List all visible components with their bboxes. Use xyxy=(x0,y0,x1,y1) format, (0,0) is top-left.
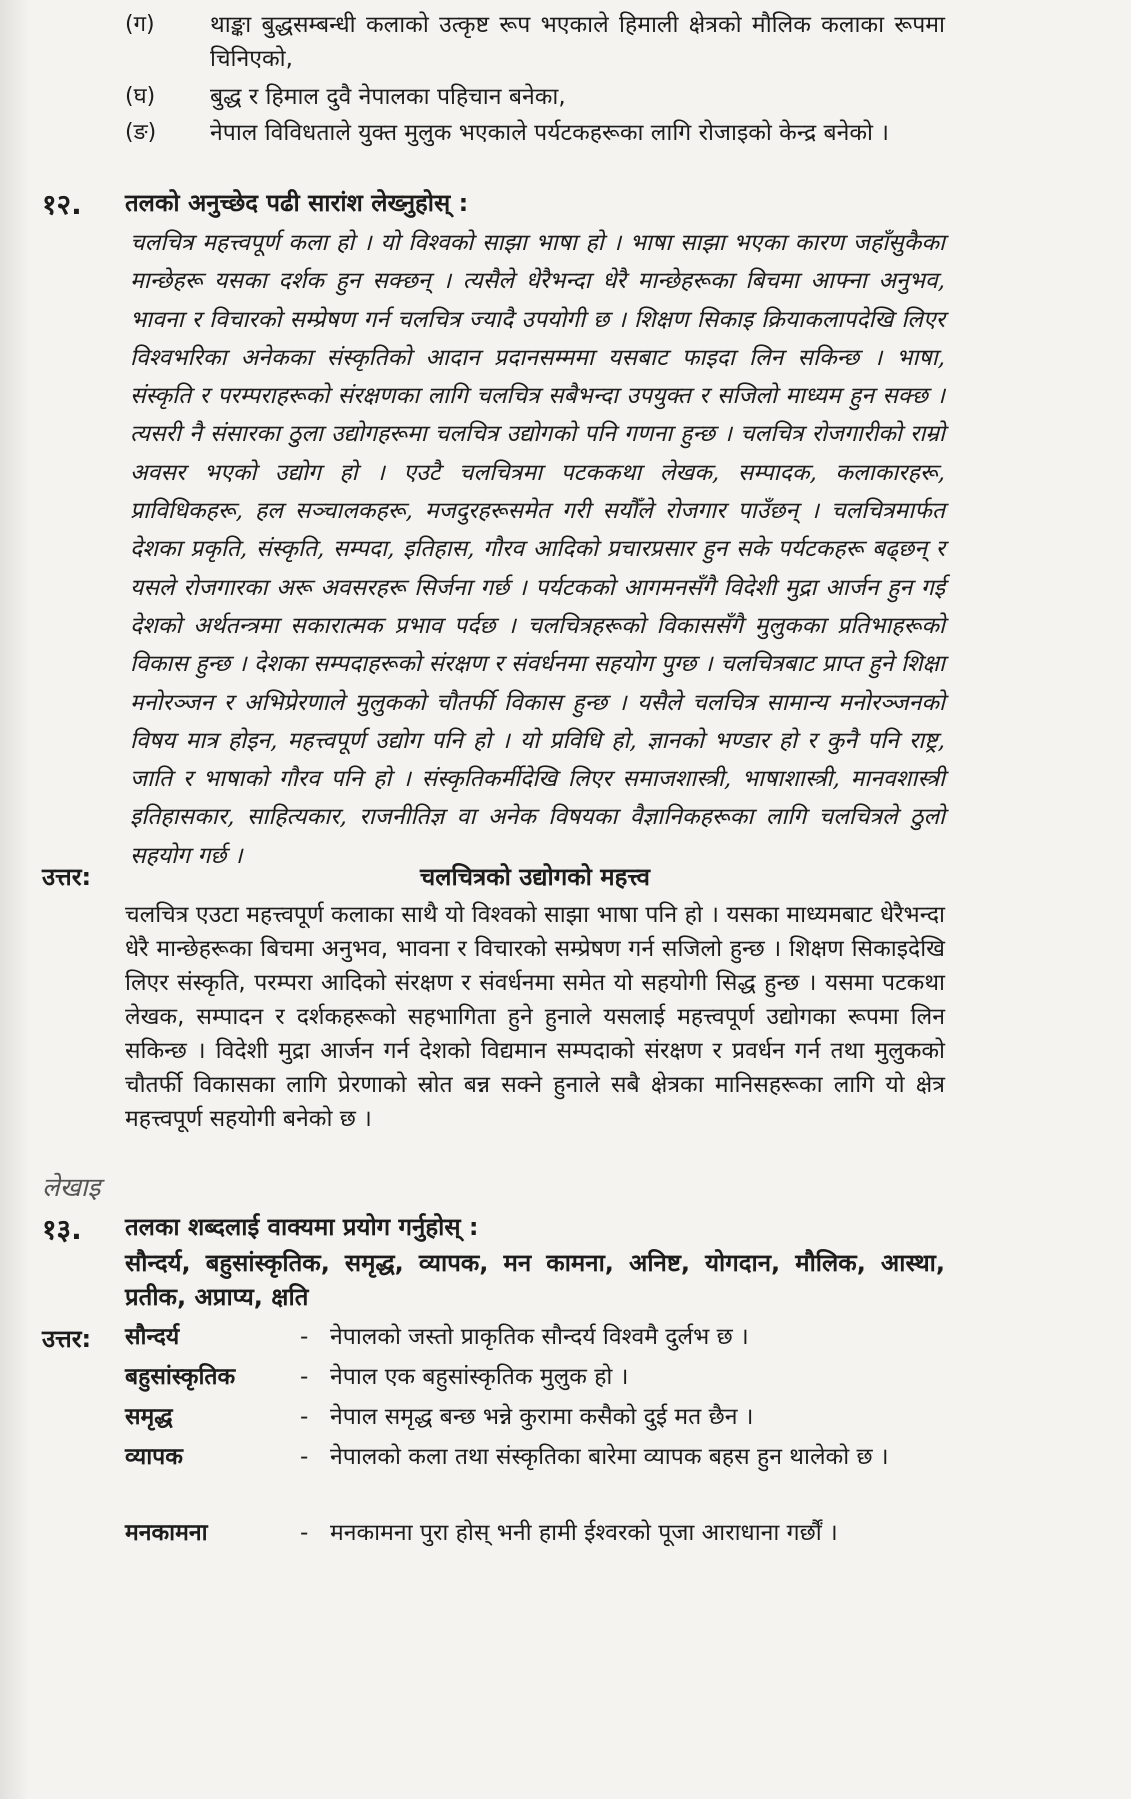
question-12-passage: चलचित्र महत्त्वपूर्ण कला हो । यो विश्वको साझा भाषा हो । भाषा साझा भएका कारण जहाँसुकैका मान्छेहरू यसका दर्शक हुन सक्छन् । त्यसैले धेरैभन्दा धेरै मान्छेहरूका बिचमा आफ्ना अनुभव, भावना र विचारको सम्प्रेषण गर्न चलचित्र ज्यादै उपयोगी छ । शिक्षण सिकाइ क्रियाकलापदेखि लिएर विश्वभरिका अनेकका संस्कृतिको आदान प्रदानसम्ममा यसबाट फाइदा लिन सकिन्छ । भाषा, संस्कृति र परम्पराहरूको संरक्षणका लागि चलचित्र सबैभन्दा उपयुक्त र सजिलो माध्यम हुन सक्छ । त्यसरी नै संसारका ठुला उद्योगहरूमा चलचित्र उद्योगको पनि गणना हुन्छ । चलचित्र रोजगारीको राम्रो अवसर भएको उद्योग हो । एउटै चलचित्रमा पटककथा लेखक, सम्पादक, कलाकारहरू, प्राविधिकहरू, हल सञ्चालकहरू, मजदुरहरूसमेत गरी सयौँले रोजगार पाउँछन् । चलचित्रमार्फत देशका प्रकृति, संस्कृति, सम्पदा, इतिहास, गौरव आदिको प्रचारप्रसार हुन सके पर्यटकहरू बढ्छन् र यसले रोजगारका अरू अवसरहरू सिर्जना गर्छ । पर्यटकको आगमनसँगै विदेशी मुद्रा आर्जन हुन गई देशको अर्थतन्त्रमा सकारात्मक प्रभाव पर्दछ । चलचित्रहरूको विकाससँगै मुलुकका प्रतिभाहरूको विकास हुन्छ । देशका सम्पदाहरूको संरक्षण र संवर्धनमा सहयोग पुग्छ । चलचित्रबाट प्राप्त हुने शिक्षा मनोरञ्जन र अभिप्रेरणाले मुलुकको चौतर्फी विकास हुन्छ । यसैले चलचित्र सामान्य मनोरञ्जनको विषय मात्र होइन, महत्त्वपूर्ण उद्योग पनि हो । यो प्रविधि हो, ज्ञानको भण्डार हो र कुनै पनि राष्ट्र, जाति र भाषाको गौरव पनि हो । संस्कृतिकर्मीदेखि लिएर समाजशास्त्री, भाषाशास्त्री, मानवशास्त्री इतिहासकार, साहित्यकार, राजनीतिज्ञ वा अनेक विषयका वैज्ञानिकहरूका लागि चलचित्रले ठुलो सहयोग गर्छ । xyxy=(130,230,945,869)
answer-sentence: नेपालको जस्तो प्राकृतिक सौन्दर्य विश्वमै दुर्लभ छ । xyxy=(330,1324,749,1350)
answer-sentence: नेपालको कला तथा संस्कृतिका बारेमा व्यापक बहस हुन थालेको छ । xyxy=(330,1444,889,1470)
answer-dash: - xyxy=(300,1364,309,1390)
answer-sentence: मनकामना पुरा होस् भनी हामी ईश्वरको पूजा आराधाना गर्छौं । xyxy=(330,1520,838,1546)
answer-13-list xyxy=(125,1320,1060,1740)
answer-sentence: नेपाल एक बहुसांस्कृतिक मुलुक हो । xyxy=(330,1364,629,1390)
question-13-instruction: तलका शब्दलाई वाक्यमा प्रयोग गर्नुहोस् : xyxy=(125,1213,479,1241)
question-13-word-list: सौन्दर्य, बहुसांस्कृतिक, समृद्ध, व्यापक, मन कामना, अनिष्ट, योगदान, मौलिक, आस्था, प्रतीक, अप्राप्य, क्षति xyxy=(125,1249,945,1311)
answer-word: मनकामना xyxy=(125,1520,208,1546)
answer-sentence: नेपाल समृद्ध बन्छ भन्ने कुरामा कसैको दुई मत छैन । xyxy=(330,1404,754,1430)
answer-12-label: उत्तर: xyxy=(42,863,92,891)
top-item-gha xyxy=(125,80,945,114)
item-marker: (घ) xyxy=(125,84,156,109)
answer-dash: - xyxy=(300,1404,309,1430)
answer-dash: - xyxy=(300,1444,309,1470)
answer-13-label: उत्तर: xyxy=(42,1325,92,1353)
answer-dash: - xyxy=(300,1324,309,1350)
top-item-ga xyxy=(125,8,945,76)
answer-dash: - xyxy=(300,1520,309,1546)
item-text: नेपाल विविधताले युक्त मुलुक भएकाले पर्यटकहरूका लागि रोजाइको केन्द्र बनेको । xyxy=(210,120,890,146)
item-marker: (ग) xyxy=(125,12,155,37)
answer-word: सौन्दर्य xyxy=(125,1324,180,1350)
item-text: बुद्ध र हिमाल दुवै नेपालका पहिचान बनेका, xyxy=(210,84,566,110)
answer-word: बहुसांस्कृतिक xyxy=(125,1364,236,1390)
answer-word: समृद्ध xyxy=(125,1404,173,1430)
answer-12-title: चलचित्रको उद्योगको महत्त्व xyxy=(420,863,650,891)
section-heading: लेखाइ xyxy=(42,1173,101,1203)
answer-12-text: चलचित्र एउटा महत्त्वपूर्ण कलाका साथै यो विश्वको साझा भाषा पनि हो । यसका माध्यमबाट धेरैभन्दा धेरै मान्छेहरूका बिचमा अनुभव, भावना र विचारको सम्प्रेषण गर्न सजिलो हुन्छ । शिक्षण सिकाइदेखि लिएर संस्कृति, परम्परा आदिको संरक्षण र संवर्धनमा समेत यो सहयोगी सिद्ध हुन्छ । यसमा पटकथा लेखक, सम्पादन र दर्शकहरूको सहभागिता हुने हुनाले यसलाई महत्त्वपूर्ण उद्योगका रूपमा लिन सकिन्छ । विदेशी मुद्रा आर्जन गर्न देशको विद्यमान सम्पदाको संरक्षण र प्रवर्धन गर्न तथा मुलुकको चौतर्फी विकासका लागि प्रेरणाको स्रोत बन्न सक्ने हुनाले सबै क्षेत्रका मानिसहरूका लागि यो क्षेत्र महत्त्वपूर्ण सहयोगी बनेको छ । xyxy=(125,902,945,1132)
item-marker: (ङ) xyxy=(125,120,157,145)
question-12-number: १२. xyxy=(42,188,82,221)
question-12-instruction: तलको अनुच्छेद पढी सारांश लेख्नुहोस् : xyxy=(125,189,469,217)
top-item-nga xyxy=(125,116,945,150)
page-edge-shadow xyxy=(0,0,30,1799)
answer-word: व्यापक xyxy=(125,1444,183,1470)
question-13-number: १३. xyxy=(42,1213,82,1246)
item-text: थाङ्का बुद्धसम्बन्धी कलाको उत्कृष्ट रूप भएकाले हिमाली क्षेत्रको मौलिक कलाका रूपमा चिनिएको, xyxy=(210,12,945,72)
